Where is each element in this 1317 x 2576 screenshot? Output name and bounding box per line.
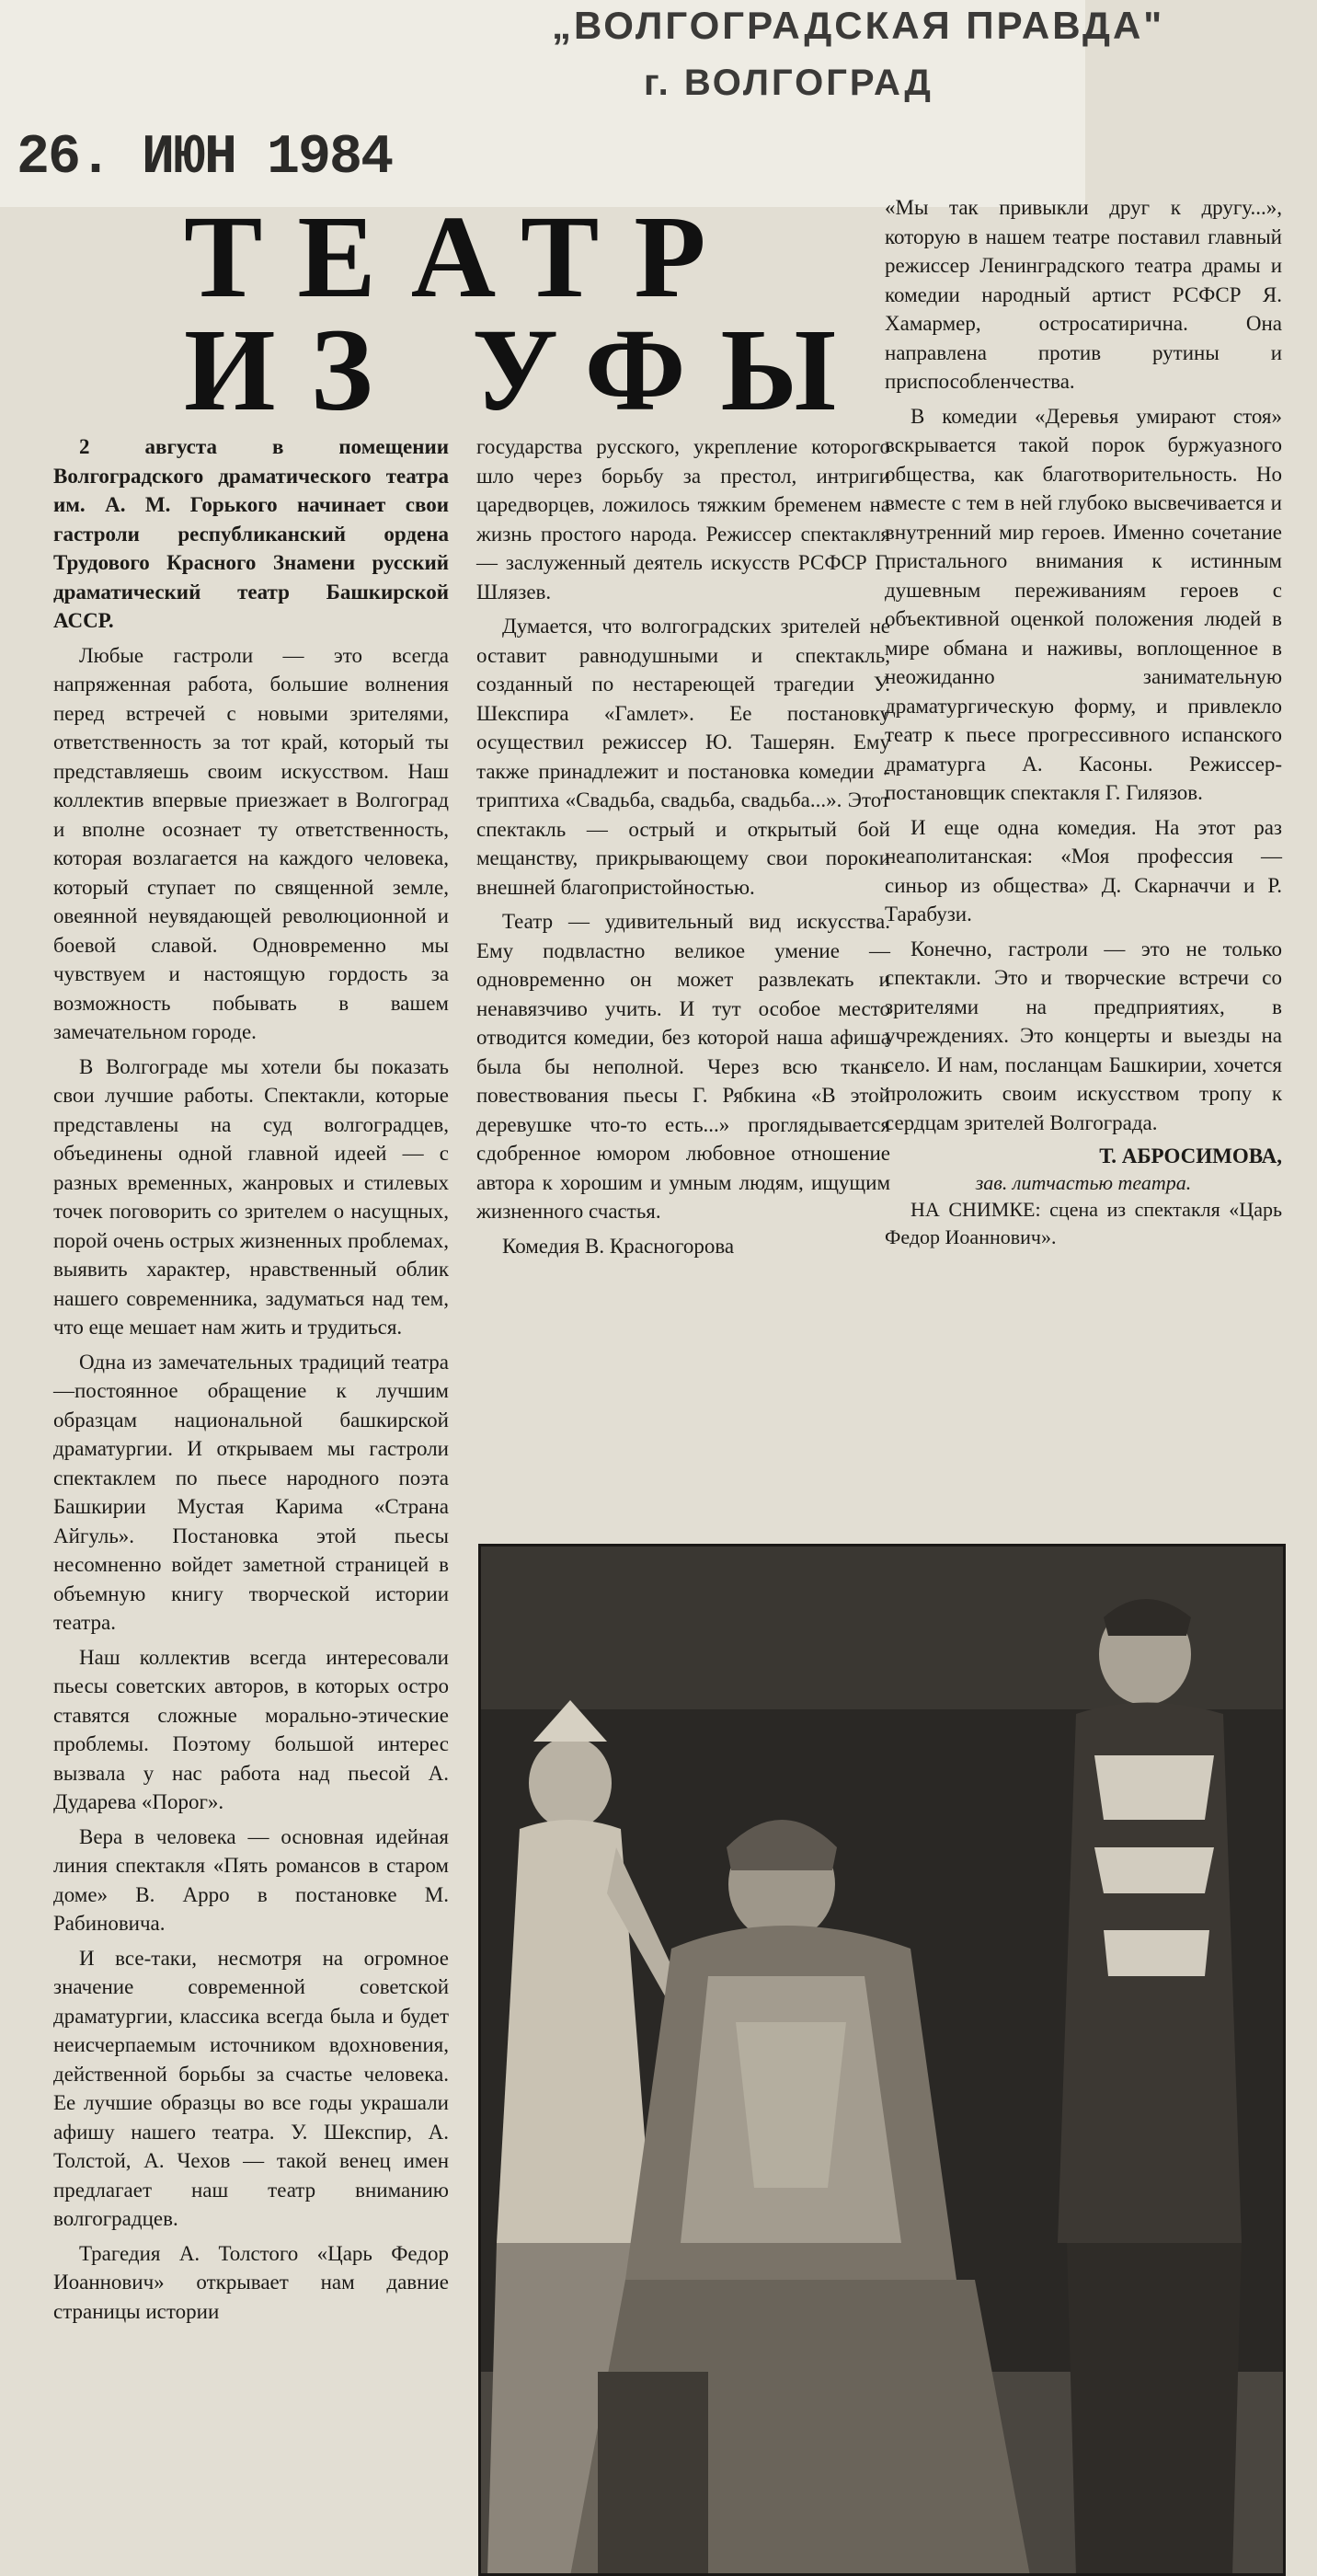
stamp-area	[0, 0, 1165, 207]
paragraph: Трагедия А. Толстого «Царь Федор Иоаннович» открывает нам давние страницы истории	[53, 2241, 449, 2323]
date-stamp: 26. ИЮН 1984	[17, 127, 393, 190]
article-column-1	[53, 432, 449, 2331]
city-stamp: г. ВОЛГОГРАД	[644, 63, 933, 103]
paragraph: Наш коллектив всегда интересовали пьесы советских авторов, в которых остро ставятся сложные морально-этические проблемы. Поэтому большой интерес вызвала у нас работа над пьесой А. Дударева «Порог».	[53, 1645, 449, 1813]
paragraph: государства русского, укрепление которого шло через борьбу за престол, интриги царедворцев, ложилось тяжким бременем на жизнь простого народа. Режиссер спектакля — заслуженный деятель искусств РСФСР Г. Шлязев.	[476, 435, 890, 604]
stage-scene-image	[478, 1544, 1286, 2576]
paragraph: Вера в человека — основная идейная линия спектакля «Пять романсов в старом доме» В. Арро в постановке М. Рабиновича.	[53, 1824, 449, 1935]
paragraph: 2 августа в помещении Волгоградского драматического театра им. А. М. Горького начинает свои гастроли республиканский ордена Трудового Красного Знамени русский драматический театр Башкирской АССР.	[53, 435, 449, 632]
author-position: зав. литчастью театра.	[975, 1171, 1192, 1194]
paragraph: Театр — удивительный вид искусства. Ему подвластно великое умение — одновременно он может развлекать и ненавязчиво учить. И тут особое место отводится комедии, без которой наша афиша была бы неполной. Через всю ткань повествования пьесы Г. Рябкина «В этой деревушке что-то есть...» проглядывается сдобренное юмором любовное отношение автора к хорошим и умным людям, ищущим жизненного счастья.	[476, 910, 890, 1223]
paragraph: Любые гастроли — это всегда напряженная работа, большие волнения перед встречей с новыми зрителями, ответственность за тот край, который ты представляешь своим искусством. Наш коллектив впервые приезжает в Волгоград и вполне осознает ту ответственность, которая возлагается на каждого человека, который ступает по священной земле, овеянной неувядающей революционной и боевой славой. Одновременно мы чувствуем и настоящую гордость за возможность побывать в вашем замечательном городе.	[53, 643, 449, 1043]
paragraph: Одна из замечательных традиций театра—постоянное обращение к лучшим образцам национальной башкирской драматургии. И открываем мы гастроли спектаклем по пьесе народного поэта Башкирии Мустая Карима «Страна Айгуль». Постановка этой пьесы несомненно войдет заметной страницей в объемную книгу творческой истории театра.	[53, 1350, 449, 1634]
paragraph: И еще одна комедия. На этот раз неаполитанская: «Моя профессия — синьор из общества» Д. Скарначчи и Р. Тарабузи.	[885, 815, 1282, 926]
paragraph: «Мы так привыкли друг к другу...», которую в нашем театре поставил главный режиссер Ленинградского театра драмы и комедии народный артист РСФСР Я. Хамармер, остросатирична. Она направлена против рутины и приспособленчества.	[885, 196, 1282, 393]
author-signature: Т. АБРОСИМОВА,	[1099, 1144, 1282, 1167]
photo-caption: НА СНИМКЕ: сцена из спектакля «Царь Федор Иоаннович».	[885, 1198, 1282, 1248]
stage-photo	[478, 1544, 1286, 2576]
paragraph: Комедия В. Красногорова	[502, 1234, 735, 1258]
paragraph: Думается, что волгоградских зрителей не оставит равнодушными и спектакль, созданный по нестареющей трагедии У. Шекспира «Гамлет». Ее постановку осуществил режиссер Ю. Ташерян. Ему также принадлежит и постановка комедии - триптиха «Свадьба, свадьба, свадьба...». Этот спектакль — острый и открытый бой мещанству, прикрывающему свои пороки внешней благопристойностью.	[476, 615, 890, 899]
paragraph: В Волгограде мы хотели бы показать свои лучшие работы. Спектакли, которые представлены на суд волгоградцев, объединены одной главной идеей — с разных временных, жанровых и стилевых точек поговорить со зрителем о насущных, порой очень острых жизненных проблемах, выявить характер, нравственный облик нашего современника, задуматься над тем, что еще мешает нам жить и трудиться.	[53, 1054, 450, 1339]
headline-line-2: ИЗ УФЫ	[184, 305, 872, 435]
paragraph: В комедии «Деревья умирают стоя» вскрывается такой порок буржуазного общества, как благотворительность. Но вместе с тем в ней глубоко высвечивается и внутренний мир героев. Именно сочетание пристального внимания к истинным душевным переживаниям героев с объективной оценкой положения людей в мире обмана и наживы, воплощенное в неожиданно занимательную драматургическую форму, и привлекло театр к пьесе прогрессивного испанского драматурга А. Касоны. Режиссер-постановщик спектакля Г. Гилязов.	[885, 404, 1282, 804]
article-column-2	[476, 432, 890, 1266]
newspaper-name-stamp: „ВОЛГОГРАДСКАЯ ПРАВДА"	[552, 4, 1165, 47]
paragraph: И все-таки, несмотря на огромное значение современной советской драматургии, классика всегда была и будет неисчерпаемым источником вдохновения, действенной борьбы за счастье человека. Ее лучшие образцы во все годы украшали афишу нашего театра. У. Шекспир, А. Толстой, А. Чехов — такой венец имен предлагает наш театр вниманию волгоградцев.	[53, 1946, 449, 2230]
article-column-3	[885, 193, 1282, 1251]
paragraph: Конечно, гастроли — это не только спектакли. Это и творческие встречи со зрителями на предприятиях, в учреждениях. Это концерты и выезды на село. И нам, посланцам Башкирии, хочется проложить своим искусством тропу к сердцам зрителей Волгограда.	[885, 937, 1282, 1134]
headline-line-1: ТЕАТР	[184, 191, 741, 322]
